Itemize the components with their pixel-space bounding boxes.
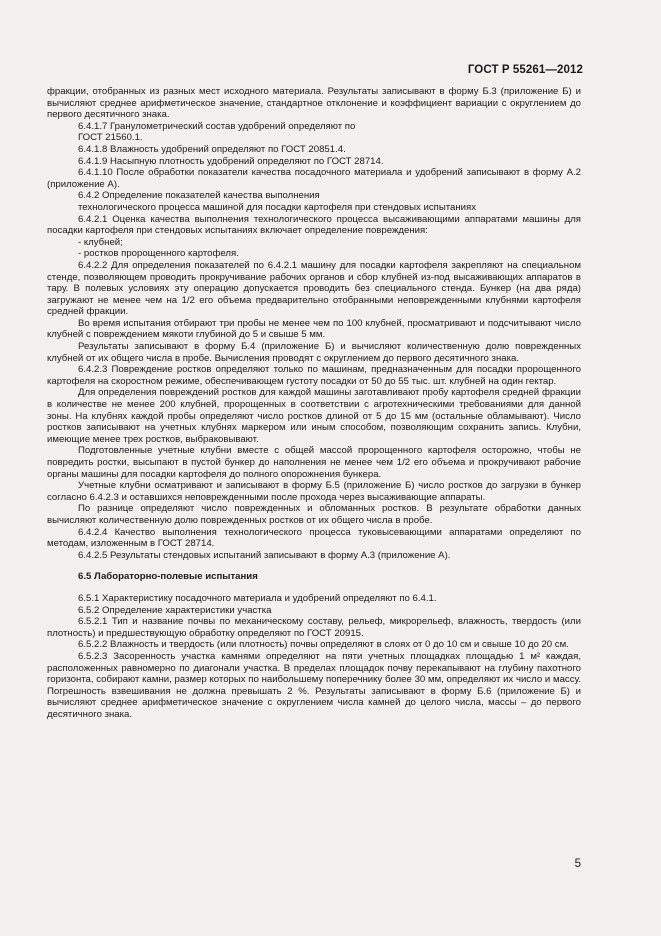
paragraph: 6.4.1.10 После обработки показатели качества посадочного материала и удобрений записывают в форму А.2 (приложение А). bbox=[47, 167, 581, 190]
paragraph: Для определения повреждений ростков для каждой машины заготавливают пробу картофеля средней фракции в количестве не менее 200 клубней, пророщенных в соответствии с агротехническими требованиями для данной зоны. На клубнях каждой пробы определяют число ростков длиной от 5 до 15 мм (остальные обламывают). Число ростков записывают на учетных клубнях маркером или иным способом, позволяющим сохранить запись. Клубни, имеющие менее трех ростков, выбраковывают. bbox=[47, 387, 581, 445]
paragraph: технологического процесса машиной для посадки картофеля при стендовых испытаниях bbox=[78, 201, 476, 213]
paragraph: 6.4.2 Определение показателей качества выполнения bbox=[78, 190, 320, 202]
paragraph: 6.5.2.1 Тип и название почвы по механическому составу, рельеф, микрорельеф, влажность, твердость (или плотность) и предшествующую обработку определяют по ГОСТ 20915. bbox=[47, 616, 581, 639]
paragraph: 6.4.1.7 Гранулометрический состав удобрений определяют по bbox=[78, 120, 356, 132]
spacer bbox=[47, 583, 581, 593]
paragraph: Во время испытания отбирают три пробы не менее чем по 100 клубней, просматривают и подсчитывают число клубней с повреждением мякоти глубиной до 5 и свыше 5 мм. bbox=[47, 317, 581, 341]
paragraph: 6.4.2.4 Качество выполнения технологического процесса туковысевающими аппаратами определяют по методам, изложенным в ГОСТ 28714. bbox=[47, 526, 581, 550]
paragraph: 6.4.2.5 Результаты стендовых испытаний записывают в форму А.3 (приложение А). bbox=[78, 549, 451, 561]
paragraph: - ростков пророщенного картофеля. bbox=[78, 248, 239, 260]
paragraph: 6.4.1.9 Насыпную плотность удобрений определяют по ГОСТ 28714. bbox=[78, 155, 384, 167]
document-body bbox=[47, 86, 581, 720]
paragraph: 6.4.1.8 Влажность удобрений определяют по ГОСТ 20851.4. bbox=[78, 143, 346, 155]
paragraph: 6.4.2.2 Для определения показателей по 6.4.2.1 машину для посадки картофеля закрепляют на специальном стенде, позволяющем проводить прокручивание рабочих органов и сбор клубней из-под высаживающих аппаратов в тару. В полевых условиях эту операцию допускается проводить без специального стенда. Бункер (на два ряда) загружают не менее чем на 1/2 его объема предварительно отобранными неповрежденными клубнями картофеля средней фракции. bbox=[47, 259, 581, 318]
paragraph: ГОСТ 21560.1. bbox=[78, 132, 143, 144]
paragraph: 6.5.2 Определение характеристики участка bbox=[78, 604, 272, 616]
paragraph: Учетные клубни осматривают и записывают в форму Б.5 (приложение Б) число ростков до загрузки в бункер согласно 6.4.2.3 и оставшихся неповрежденными после прохода через высаживающие аппараты. bbox=[47, 480, 581, 503]
paragraph: Результаты записывают в форму Б.4 (приложение Б) и вычисляют количественную долю поврежденных клубней от их общего числа в пробе. Вычисления проводят с округлением до первого десятичного знака. bbox=[47, 341, 581, 364]
paragraph: 6.4.2.3 Повреждение ростков определяют только по машинам, предназначенным для посадки пророщенного картофеля на скоростном режиме, обеспечивающем густоту посадки от 50 до 55 тыс. шт. клубней на один гектар. bbox=[47, 364, 581, 387]
document-header-title: ГОСТ Р 55261—2012 bbox=[467, 64, 583, 76]
paragraph: По разнице определяют число поврежденных и обломанных ростков. В результате обработки данных вычисляют количественную долю поврежденных ростков от их общего числа в пробе. bbox=[47, 503, 581, 526]
page-number: 5 bbox=[574, 858, 581, 870]
paragraph: 6.5.2.2 Влажность и твердость (или плотность) почвы определяют в слоях от 0 до 10 см и свыше 10 до 20 см. bbox=[78, 639, 569, 651]
paragraph: 6.5.1 Характеристику посадочного материала и удобрений определяют по 6.4.1. bbox=[78, 592, 437, 604]
paragraph: Подготовленные учетные клубни вместе с общей массой пророщенного картофеля осторожно, чтобы не повредить ростки, высыпают в пустой бункер до наполнения не менее чем 1/2 его объема и прокручивают рабочие органы машины для посадки картофеля до полного опорожнения бункера. bbox=[47, 445, 581, 480]
paragraph: 6.4.2.1 Оценка качества выполнения технологического процесса высаживающими аппаратами машины для посадки картофеля при стендовых испытаниях включает определение повреждения: bbox=[47, 213, 581, 237]
paragraph: фракции, отобранных из разных мест исходного материала. Результаты записывают в форму Б.3 (приложение Б) и вычисляют среднее арифметическое значение, стандартное отклонение и коэффициент вариации с округлением до первого десятичного знака. bbox=[47, 86, 581, 121]
section-heading: 6.5 Лабораторно-полевые испытания bbox=[78, 571, 258, 583]
paragraph: 6.5.2.3 Засоренность участка камнями определяют на пяти учетных площадках площадью 1 м² каждая, расположенных равномерно по диагонали участка. В пределах площадок почву перекапывают на глубину пахотного горизонта, собирают камни, размер которых по наибольшему поперечнику более 30 мм, определяют их число и массу. Погрешность взвешивания не должна превышать 2 %. Результаты записывают в форму Б.6 (приложение Б) и вычисляют среднее арифметическое значение с округлением числа камней до целого числа, массы – до первого десятичного знака. bbox=[47, 650, 581, 720]
spacer bbox=[47, 561, 581, 571]
paragraph: - клубней; bbox=[78, 236, 123, 248]
